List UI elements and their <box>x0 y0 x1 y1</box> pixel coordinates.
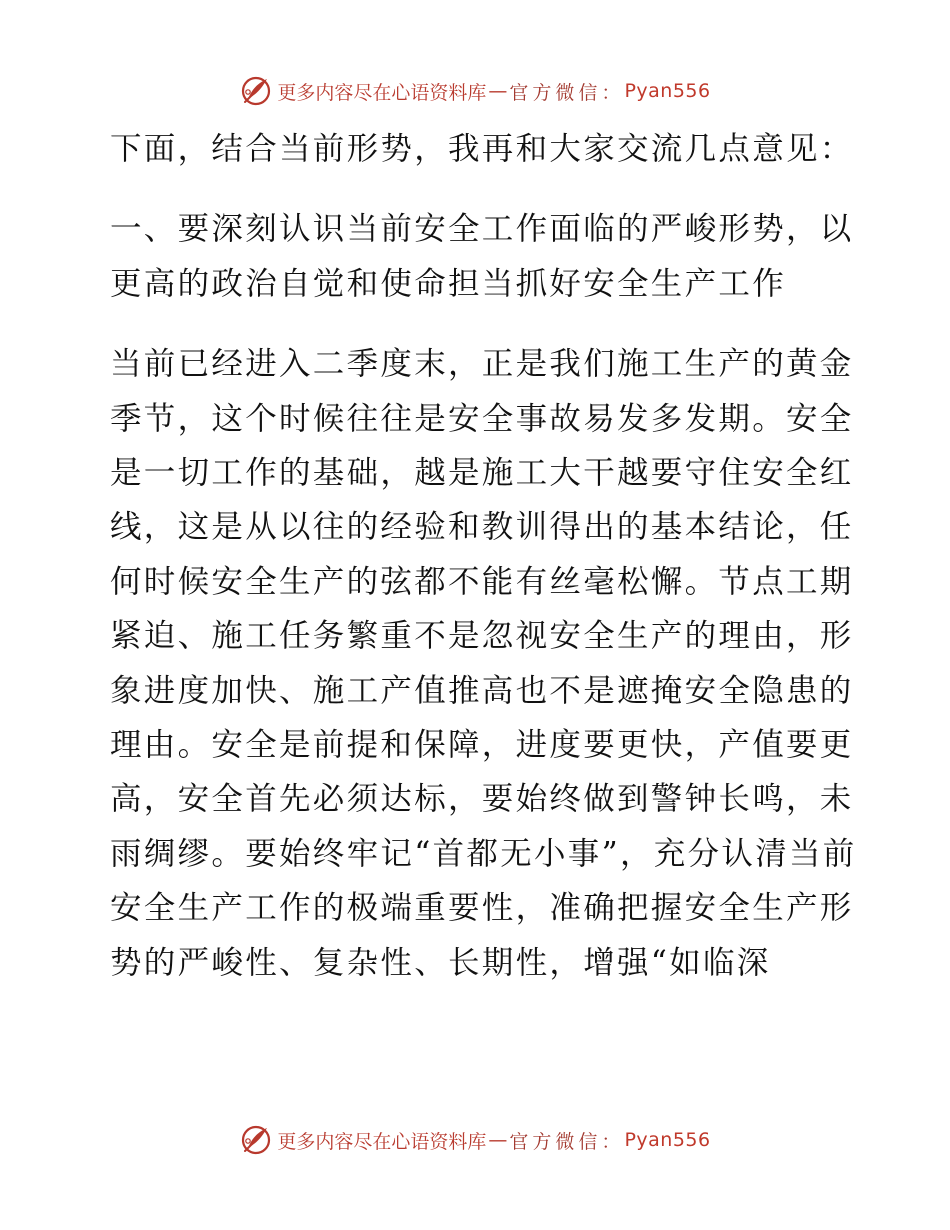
paragraph-body: 当前已经进入二季度末，正是我们施工生产的黄金季节，这个时候往往是安全事故易发多发期。安全是一切工作的基础，越是施工大干越要守住安全红线，这是从以往的经验和教训得出的基本结论，任何时候安全生产的弦都不能有丝毫松懈。节点工期紧迫、施工任务繁重不是忽视安全生产的理由，形象进度加快、施工产值推高也不是遮掩安全隐患的理由。安全是前提和保障，进度要更快，产值要更高，安全首先必须达标，要始终做到警钟长鸣，未雨绸缪。要始终牢记“首都无小事”，充分认清当前安全生产工作的极端重要性，准确把握安全生产形势的严峻性、复杂性、长期性，增强“如临深 <box>110 346 857 981</box>
banner-wechat-id: Pyan556 <box>624 80 711 102</box>
feather-pen-logo-icon <box>239 1123 273 1157</box>
paragraph-intro: 下面，结合当前形势，我再和大家交流几点意见： <box>110 131 854 167</box>
banner-official-label: 官方微信： <box>509 81 625 104</box>
banner-brand-text: 更多内容尽在心语资料库 <box>277 81 487 104</box>
header-banner <box>0 73 950 109</box>
banner-dash: — <box>488 80 508 102</box>
banner-official-label: 官方微信： <box>509 1130 625 1153</box>
feather-pen-logo-icon <box>239 74 273 108</box>
banner-dash: — <box>488 1129 508 1151</box>
document-body <box>98 122 858 990</box>
section-heading-1: 一、要深刻认识当前安全工作面临的严峻形势，以更高的政治自觉和使命担当抓好安全生产工作 <box>110 211 854 302</box>
footer-banner <box>0 1122 950 1158</box>
banner-brand-text: 更多内容尽在心语资料库 <box>277 1130 487 1153</box>
banner-wechat-id: Pyan556 <box>624 1129 711 1151</box>
